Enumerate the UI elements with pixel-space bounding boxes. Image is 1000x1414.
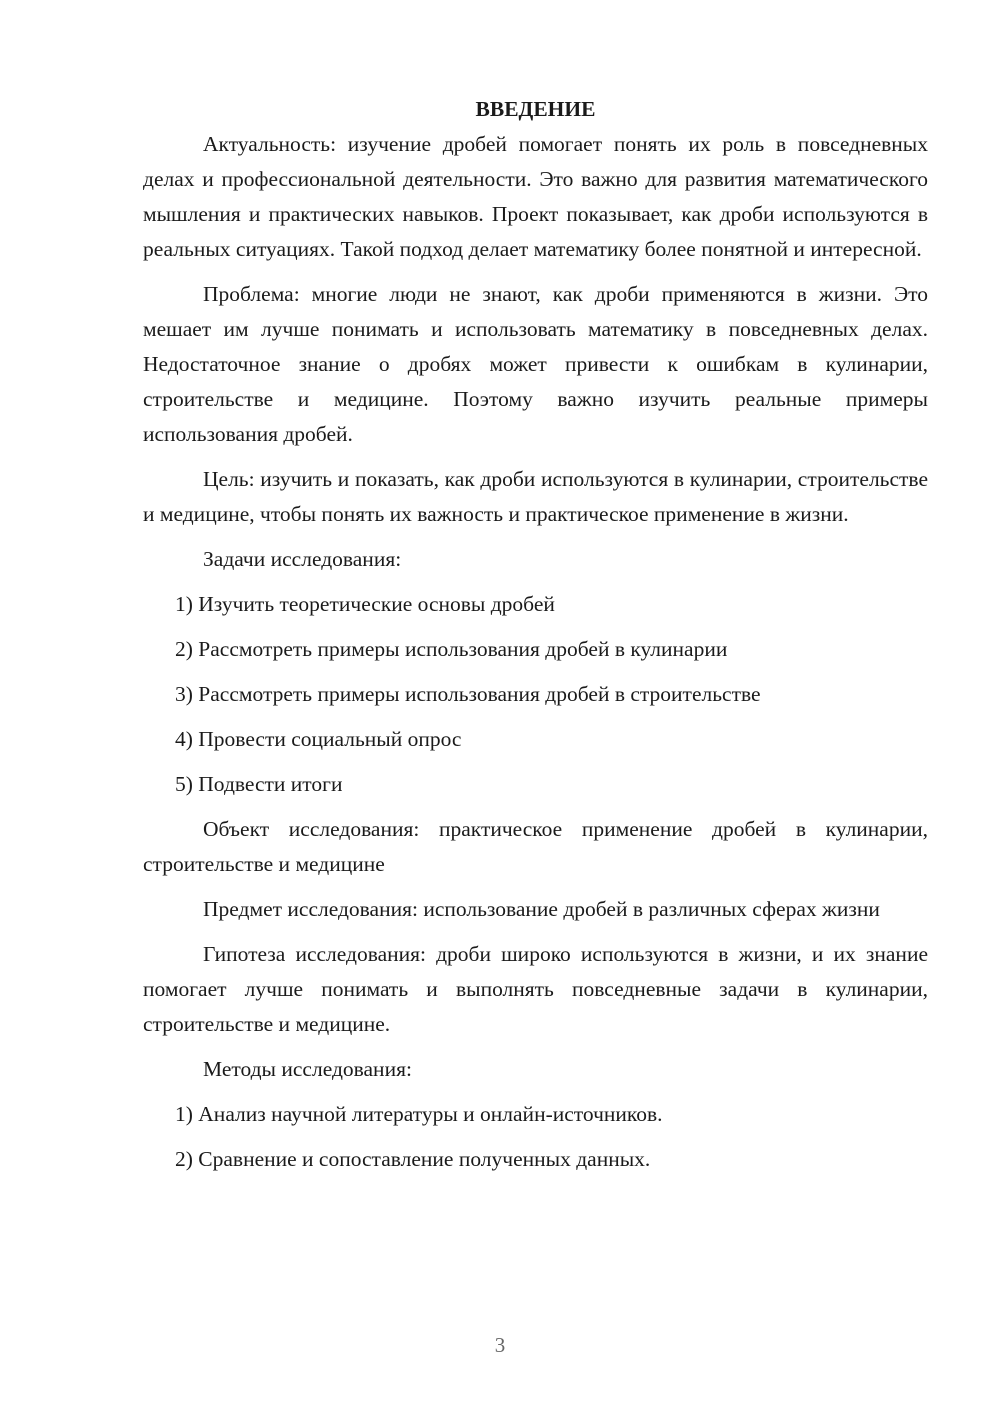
methods-heading: Методы исследования: (203, 1057, 412, 1081)
subject-paragraph: Предмет исследования: использование дробей в различных сферах жизни (203, 897, 880, 921)
hypothesis-paragraph: Гипотеза исследования: дроби широко используются в жизни, и их знание помогает лучше понимать и выполнять повседневные задачи в кулинарии, строительстве и медицине. (143, 942, 928, 1036)
list-item: 4) Провести социальный опрос (175, 727, 462, 751)
document-page (143, 92, 928, 1187)
page-number: 3 (494, 1333, 506, 1357)
list-item: 1) Изучить теоретические основы дробей (175, 592, 555, 616)
list-item: 1) Анализ научной литературы и онлайн-источников. (175, 1102, 663, 1126)
list-item: 2) Сравнение и сопоставление полученных данных. (175, 1147, 651, 1171)
relevance-paragraph: Актуальность: изучение дробей помогает понять их роль в повседневных делах и профессиональной деятельности. Это важно для развития математического мышления и практических навыков. Проект показывает, как дроби используются в реальных ситуациях. Такой подход делает математику более понятной и интересной. (143, 132, 928, 261)
methods-list (143, 1097, 928, 1177)
list-item: 5) Подвести итоги (175, 772, 343, 796)
tasks-heading: Задачи исследования: (203, 547, 402, 571)
problem-paragraph: Проблема: многие люди не знают, как дроби применяются в жизни. Это мешает им лучше понимать и использовать математику в повседневных делах. Недостаточное знание о дробях может привести к ошибкам в кулинарии, строительстве и медицине. Поэтому важно изучить реальные примеры использования дробей. (143, 282, 928, 446)
goal-paragraph: Цель: изучить и показать, как дроби используются в кулинарии, строительстве и медицине, чтобы понять их важность и практическое применение в жизни. (143, 467, 928, 526)
list-item: 3) Рассмотреть примеры использования дробей в строительстве (175, 682, 761, 706)
tasks-list (143, 587, 928, 802)
section-title: ВВЕДЕНИЕ (475, 97, 596, 121)
object-paragraph: Объект исследования: практическое применение дробей в кулинарии, строительстве и медицине (143, 817, 928, 876)
list-item: 2) Рассмотреть примеры использования дробей в кулинарии (175, 637, 728, 661)
